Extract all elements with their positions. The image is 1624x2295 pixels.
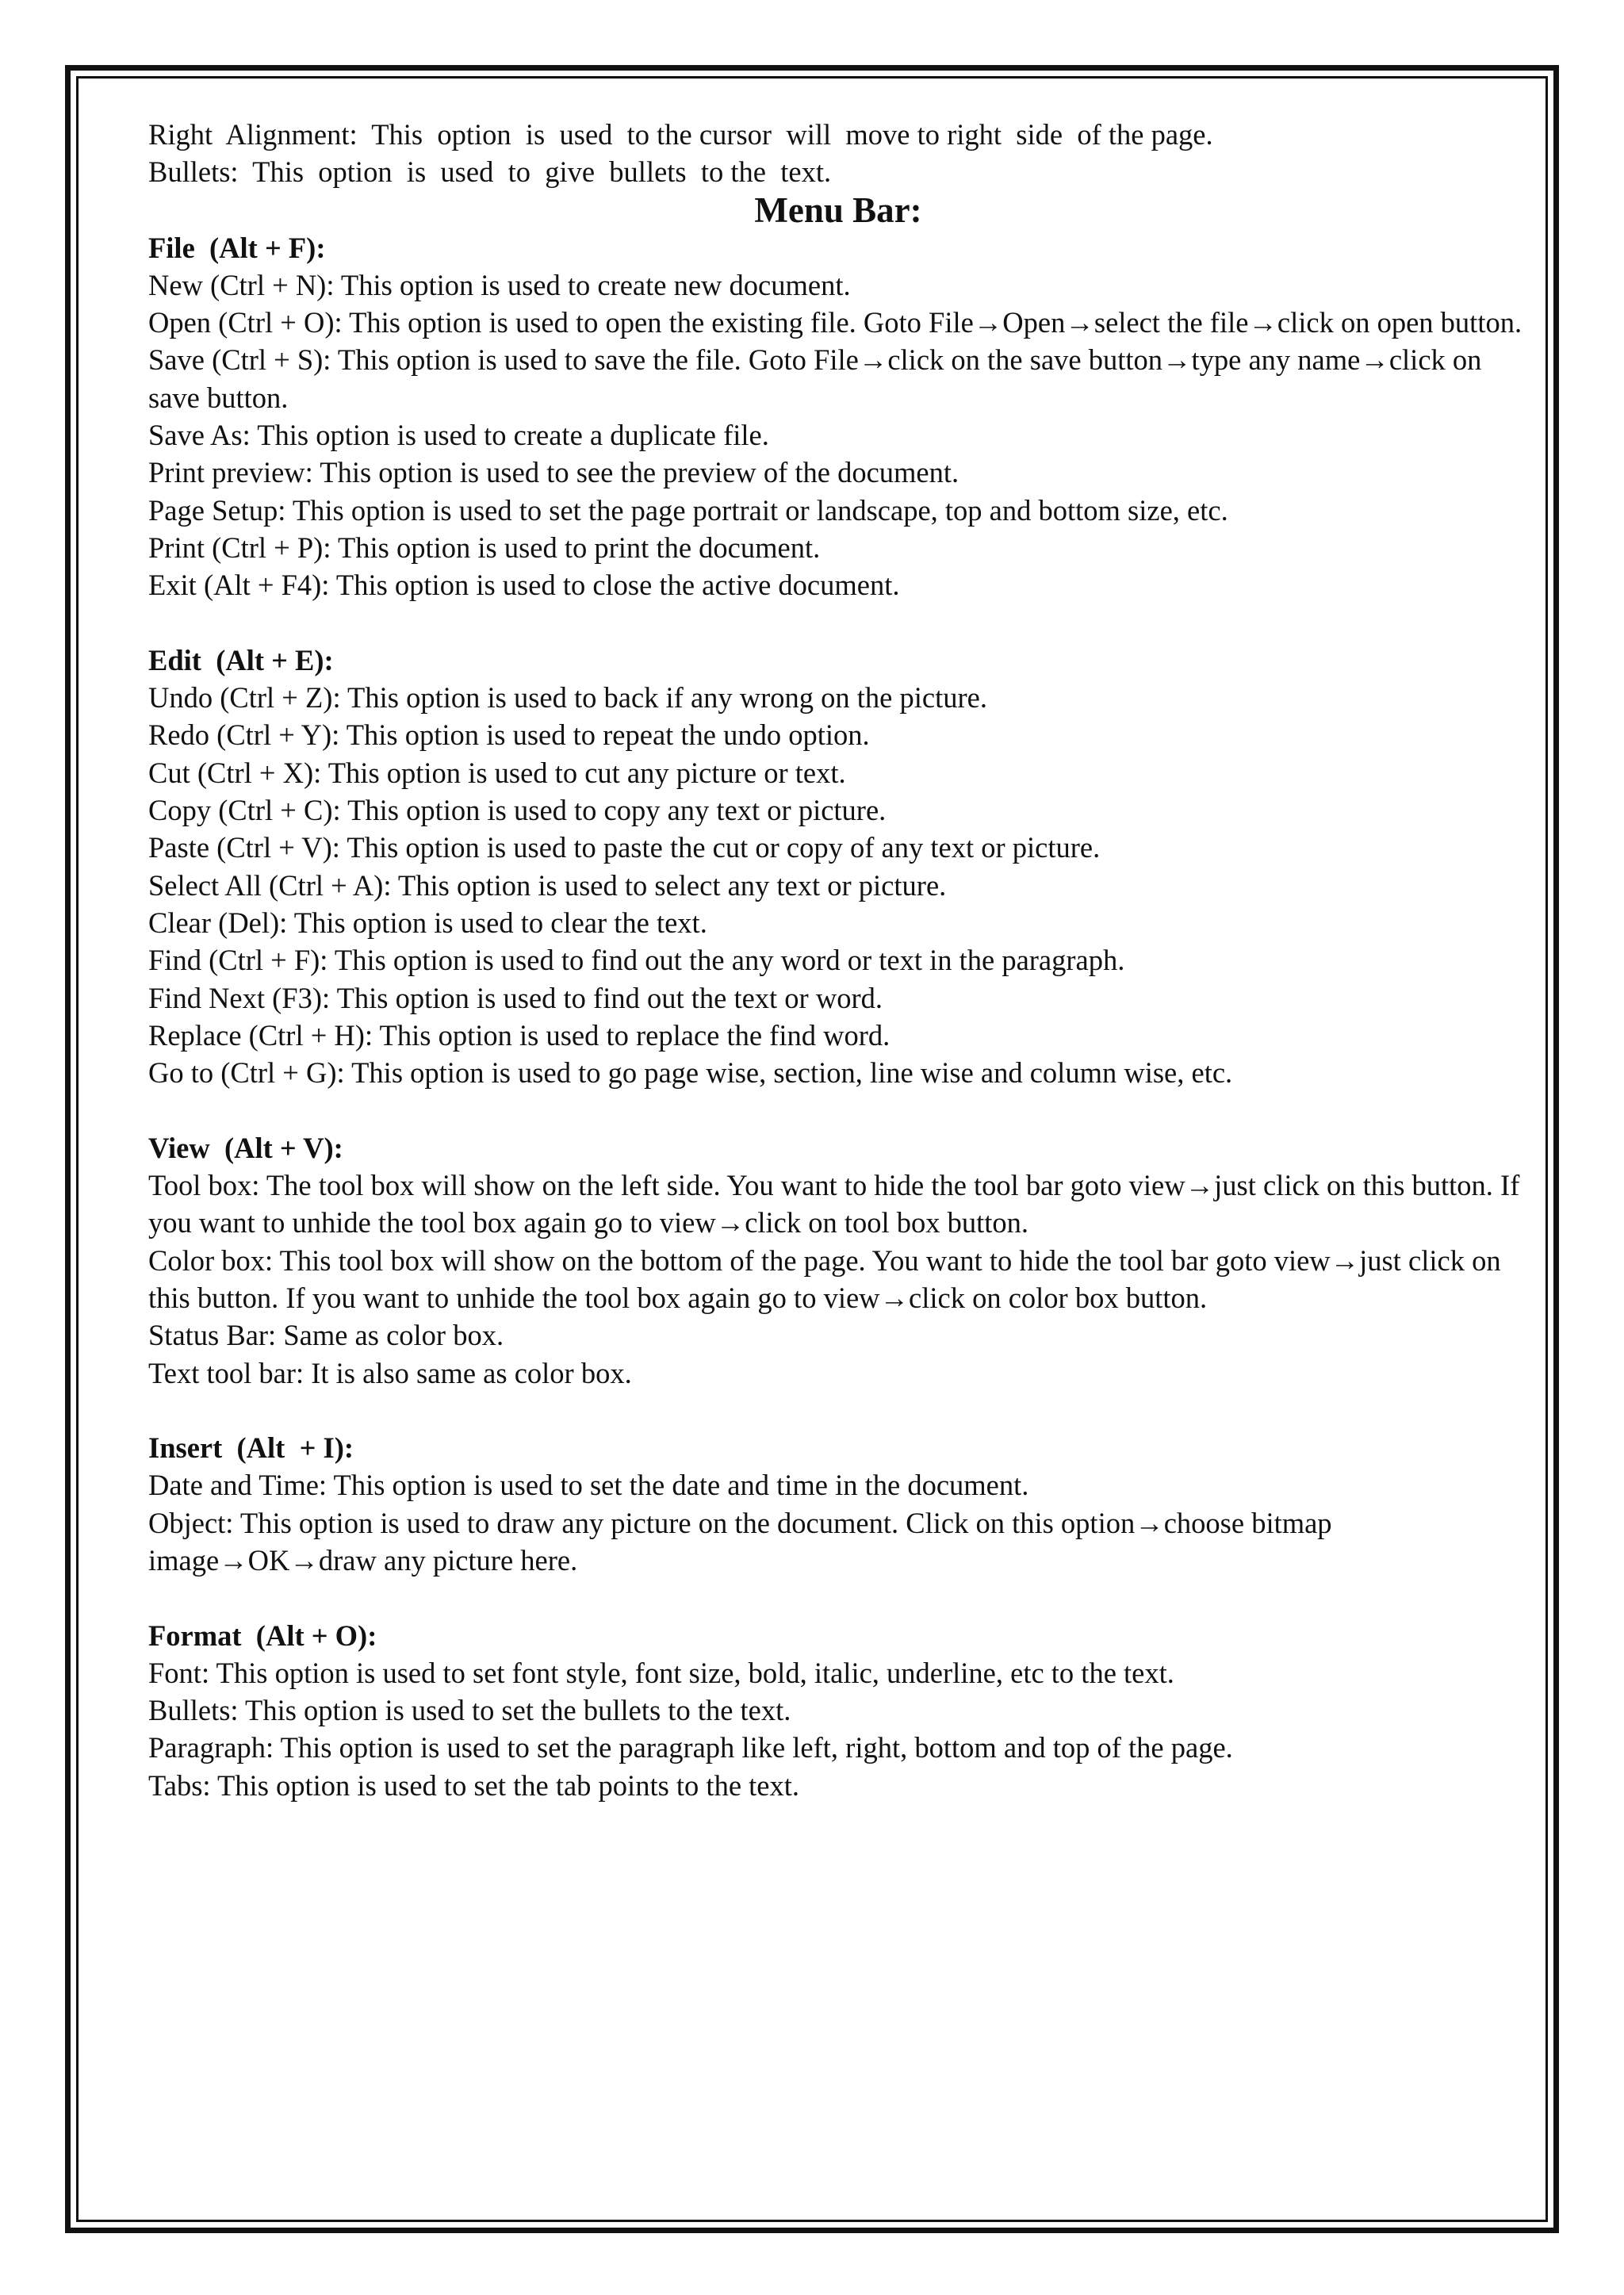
file-item-print: Print (Ctrl + P): This option is used to print the document. [148,531,821,564]
format-item-bullets: Bullets: This option is used to set the bullets to the text. [148,1694,791,1727]
edit-item-copy: Copy (Ctrl + C): This option is used to copy any text or picture. [148,794,887,827]
file-item-print-preview: Print preview: This option is used to see the preview of the document. [148,456,959,489]
file-item-exit: Exit (Alt + F4): This option is used to close the active document. [148,569,900,602]
section-heading-file: File (Alt + F): [148,231,326,264]
format-item-font: Font: This option is used to set font style, font size, bold, italic, underline, etc to the text. [148,1656,1174,1689]
file-item-page-setup: Page Setup: This option is used to set the page portrait or landscape, top and bottom size, etc. [148,493,1228,527]
file-item-new: New (Ctrl + N): This option is used to create new document. [148,268,851,301]
section-heading-format: Format (Alt + O): [148,1619,377,1652]
section-heading-insert: Insert (Alt + I): [148,1431,354,1465]
view-item-status-bar: Status Bar: Same as color box. [148,1319,504,1352]
format-item-tabs: Tabs: This option is used to set the tab points to the text. [148,1768,800,1802]
intro-bullets: Bullets: This option is used to give bullets to the text. [148,155,832,189]
edit-item-clear: Clear (Del): This option is used to clear the text. [148,906,707,939]
file-item-save: Save (Ctrl + S): This option is used to save the file. Goto File→click on the save button→type any name→click on save button. [148,343,1482,414]
view-item-tool-box: Tool box: The tool box will show on the left side. You want to hide the tool bar goto view→just click on this button. If you want to unhide the tool box again go to view→click on tool box button. [148,1169,1520,1239]
format-item-paragraph: Paragraph: This option is used to set the paragraph like left, right, bottom and top of the page. [148,1731,1233,1764]
view-item-text-tool-bar: Text tool bar: It is also same as color box. [148,1356,632,1389]
edit-item-replace: Replace (Ctrl + H): This option is used to replace the find word. [148,1018,891,1052]
view-item-color-box: Color box: This tool box will show on the bottom of the page. You want to hide the tool bar goto view→just click on this button. If you want to unhide the tool box again go to view→click on color box button. [148,1243,1501,1314]
document-body [148,116,1528,1804]
edit-item-redo: Redo (Ctrl + Y): This option is used to repeat the undo option. [148,718,870,752]
edit-item-cut: Cut (Ctrl + X): This option is used to cut any picture or text. [148,756,846,789]
section-gap [148,1579,1528,1616]
insert-item-date-time: Date and Time: This option is used to set the date and time in the document. [148,1469,1029,1502]
file-item-open: Open (Ctrl + O): This option is used to open the existing file. Goto File→Open→select the file→click on open button. [148,306,1522,339]
section-heading-view: View (Alt + V): [148,1131,343,1164]
section-heading-edit: Edit (Alt + E): [148,643,334,676]
file-item-save-as: Save As: This option is used to create a duplicate file. [148,419,769,452]
edit-item-undo: Undo (Ctrl + Z): This option is used to back if any wrong on the picture. [148,681,987,715]
intro-right-alignment: Right Alignment: This option is used to the cursor will move to right side of the page. [148,118,1213,151]
page-title: Menu Bar: [754,190,922,230]
section-gap [148,604,1528,642]
edit-item-find-next: Find Next (F3): This option is used to find out the text or word. [148,981,883,1014]
edit-item-go-to: Go to (Ctrl + G): This option is used to go page wise, section, line wise and column wise, etc. [148,1056,1233,1090]
edit-item-find: Find (Ctrl + F): This option is used to find out the any word or text in the paragraph. [148,944,1125,977]
section-gap [148,1392,1528,1429]
edit-item-select-all: Select All (Ctrl + A): This option is used to select any text or picture. [148,868,947,902]
edit-item-paste: Paste (Ctrl + V): This option is used to paste the cut or copy of any text or picture. [148,831,1101,864]
insert-item-object: Object: This option is used to draw any picture on the document. Click on this option→choose bitmap image→OK→draw any picture here. [148,1506,1332,1577]
section-gap [148,1091,1528,1128]
